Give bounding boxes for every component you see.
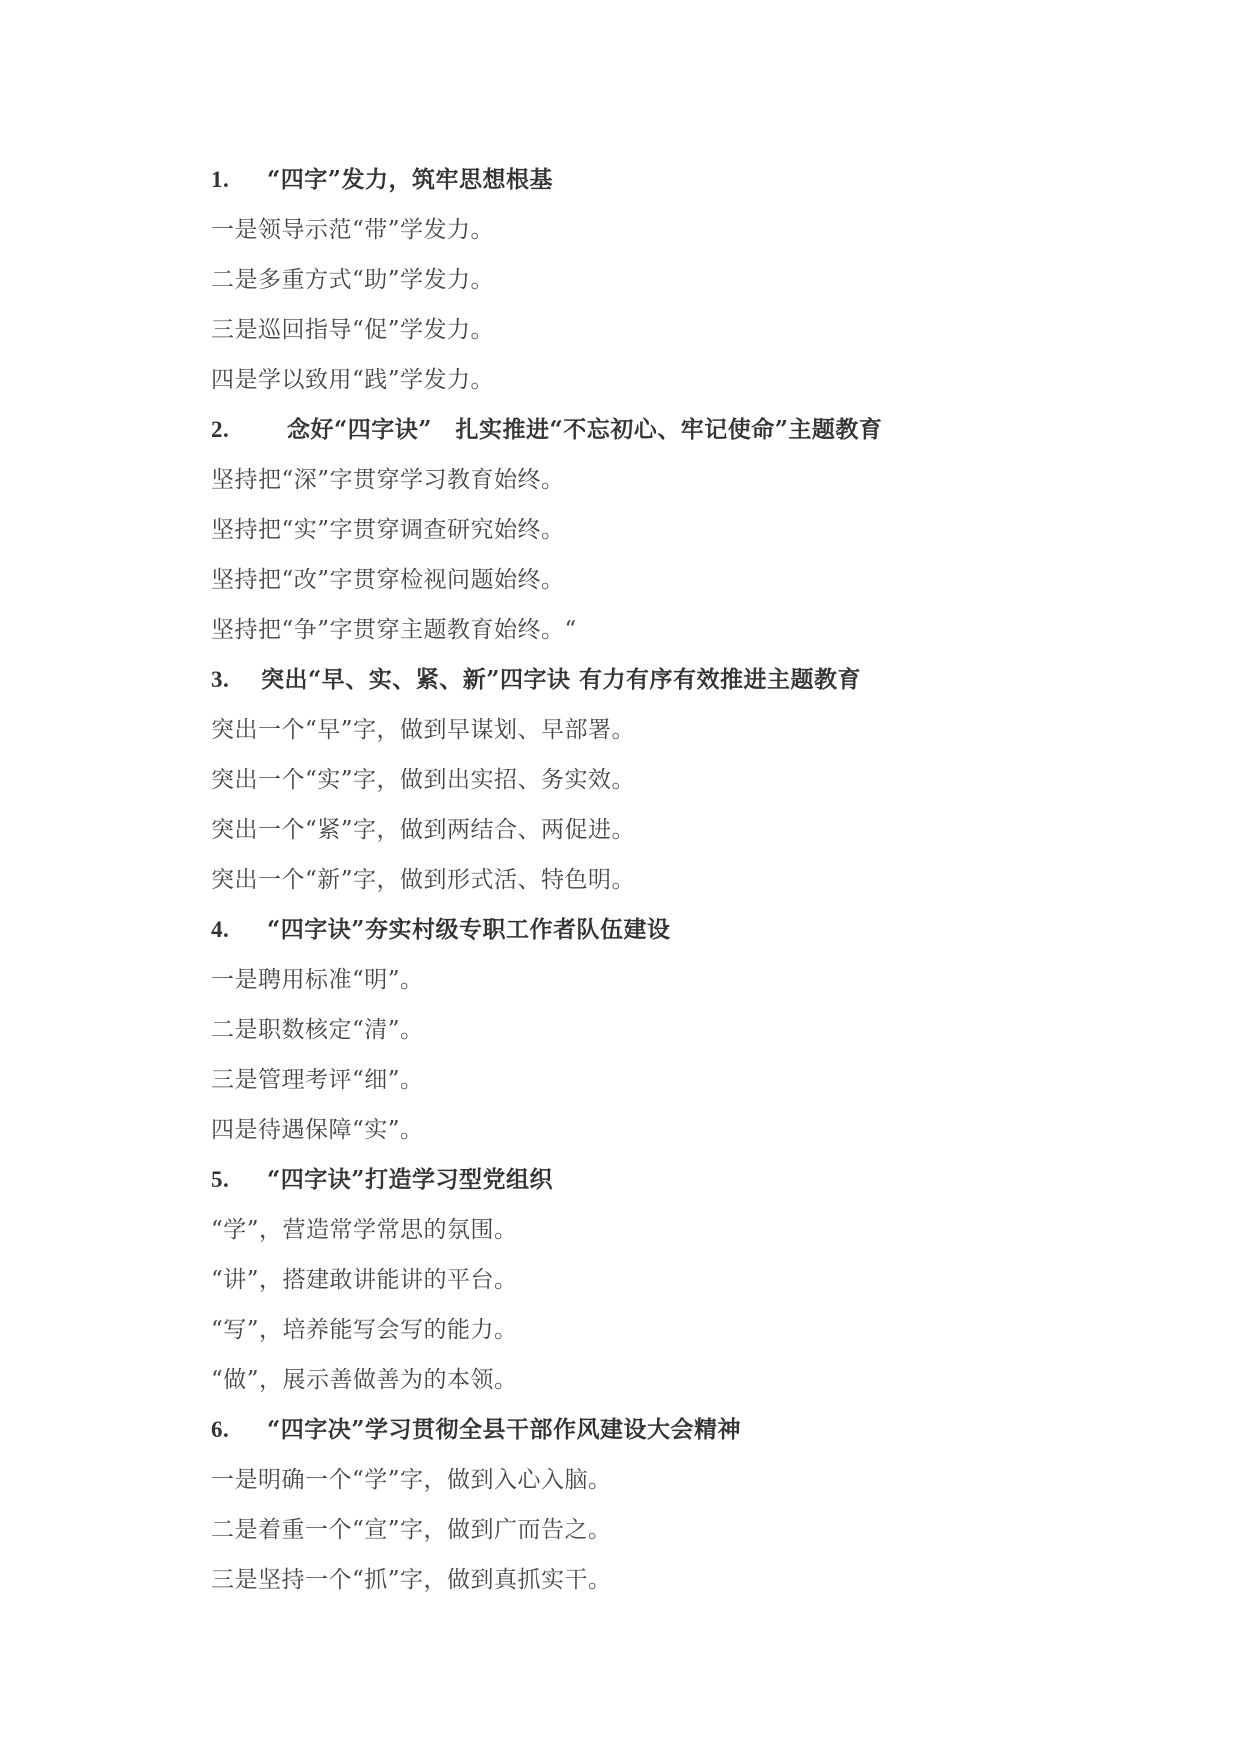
- list-item: 一是领导示范“带”学发力。: [211, 217, 495, 243]
- list-item: 突出一个“早”字，做到早谋划、早部署。: [211, 717, 636, 743]
- list-item: 二是着重一个“宣”字，做到广而告之。: [211, 1517, 612, 1543]
- section-title: “四字诀”夯实村级专职工作者队伍建设: [267, 916, 671, 943]
- section-number: 6.: [211, 1417, 230, 1442]
- list-item: “写”，培养能写会写的能力。: [211, 1317, 518, 1343]
- list-item: 三是管理考评“细”。: [211, 1067, 424, 1093]
- section-number: 2.: [211, 417, 230, 442]
- list-item: 突出一个“紧”字，做到两结合、两促进。: [211, 817, 636, 843]
- section-number: 1.: [211, 167, 230, 192]
- section-number: 3.: [211, 667, 230, 692]
- list-item: 一是聘用标准“明”。: [211, 967, 424, 993]
- list-item: 坚持把“深”字贯穿学习教育始终。: [211, 467, 565, 493]
- list-item: 四是学以致用“践”学发力。: [211, 367, 495, 393]
- section-title: “四字”发力，筑牢思想根基: [267, 166, 553, 193]
- list-item: 三是坚持一个“抓”字，做到真抓实干。: [211, 1567, 612, 1593]
- document-body: [211, 155, 1111, 1605]
- section-heading-2: [211, 405, 1111, 455]
- section-heading-1: [211, 155, 1111, 205]
- list-item: 四是待遇保障“实”。: [211, 1117, 424, 1143]
- section-heading-3: [211, 655, 1111, 705]
- list-item: 突出一个“实”字，做到出实招、务实效。: [211, 767, 636, 793]
- list-item: 二是职数核定“清”。: [211, 1017, 424, 1043]
- list-item: 突出一个“新”字，做到形式活、特色明。: [211, 867, 636, 893]
- section-title: “四字诀”打造学习型党组织: [267, 1166, 553, 1193]
- list-item: 二是多重方式“助”学发力。: [211, 267, 495, 293]
- section-title: 突出“早、实、紧、新”四字诀 有力有序有效推进主题教育: [261, 666, 861, 693]
- section-title: 念好“四字诀” 扎实推进“不忘初心、牢记使命”主题教育: [287, 416, 883, 443]
- list-item: 坚持把“实”字贯穿调查研究始终。: [211, 517, 565, 543]
- list-item: 一是明确一个“学”字，做到入心入脑。: [211, 1467, 612, 1493]
- list-item: 三是巡回指导“促”学发力。: [211, 317, 495, 343]
- section-title: “四字决”学习贯彻全县干部作风建设大会精神: [267, 1416, 741, 1443]
- list-item: 坚持把“改”字贯穿检视问题始终。: [211, 567, 565, 593]
- list-item: “做”，展示善做善为的本领。: [211, 1367, 518, 1393]
- section-heading-5: [211, 1155, 1111, 1205]
- list-item: “讲”，搭建敢讲能讲的平台。: [211, 1267, 518, 1293]
- section-heading-4: [211, 905, 1111, 955]
- section-number: 5.: [211, 1167, 230, 1192]
- section-number: 4.: [211, 917, 230, 942]
- list-item: “学”，营造常学常思的氛围。: [211, 1217, 518, 1243]
- section-heading-6: [211, 1405, 1111, 1455]
- list-item: 坚持把“争”字贯穿主题教育始终。“: [211, 617, 577, 643]
